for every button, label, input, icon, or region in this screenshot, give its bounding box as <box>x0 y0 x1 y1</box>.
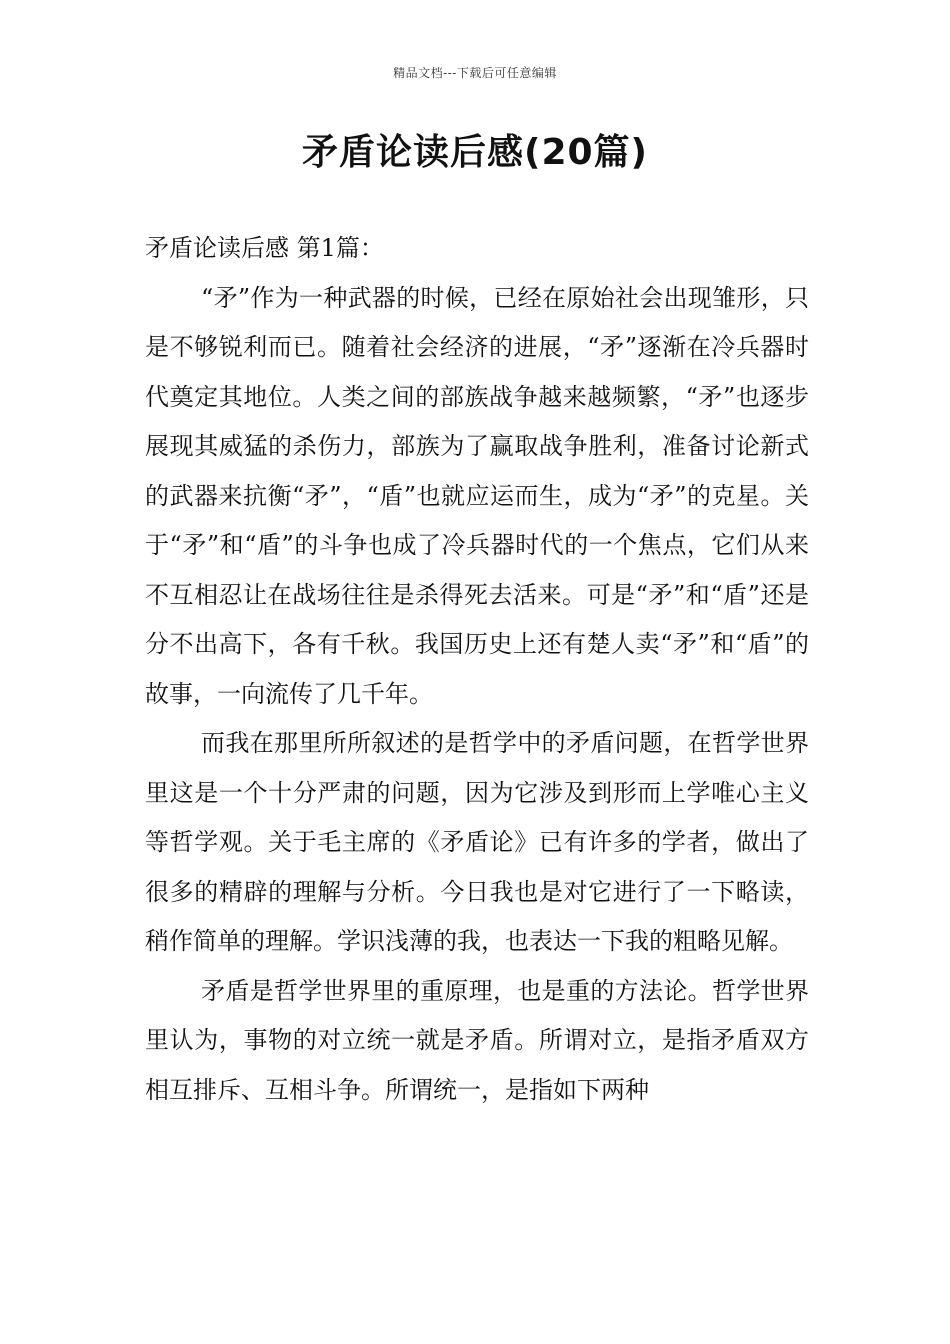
section-heading: 矛盾论读后感 第1篇： <box>145 234 384 262</box>
document-body <box>145 224 809 1115</box>
paragraph-1: “矛”作为一种武器的时候，已经在原始社会出现雏形，只是不够锐利而已。随着社会经济的进展，“矛”逐渐在冷兵器时代奠定其地位。人类之间的部族战争越来越频繁，“矛”也逐步展现其威猛的杀伤力，部族为了赢取战争胜利，准备讨论新式的武器来抗衡“矛”，“盾”也就应运而生，成为“矛”的克星。关于“矛”和“盾”的斗争也成了冷兵器时代的一个焦点，它们从来不互相忍让在战场往往是杀得死去活来。可是“矛”和“盾”还是分不出高下，各有千秋。我国历史上还有楚人卖“矛”和“盾”的故事，一向流传了几千年。 <box>145 283 809 708</box>
paragraph-2: 而我在那里所所叙述的是哲学中的矛盾问题，在哲学世界里这是一个十分严肃的问题，因为它涉及到形而上学唯心主义等哲学观。关于毛主席的《矛盾论》已有许多的学者，做出了很多的精辟的理解与分析。今日我也是对它进行了一下略读，稍作简单的理解。学识浅薄的我，也表达一下我的粗略见解。 <box>145 729 809 955</box>
paragraph-3: 矛盾是哲学世界里的重原理，也是重的方法论。哲学世界里认为，事物的对立统一就是矛盾。所谓对立，是指矛盾双方相互排斥、互相斗争。所谓统一，是指如下两种 <box>145 976 809 1104</box>
document-title: 矛盾论读后感(20篇) <box>301 132 648 173</box>
page-header: 精品文档---下载后可任意编辑 <box>393 66 557 80</box>
